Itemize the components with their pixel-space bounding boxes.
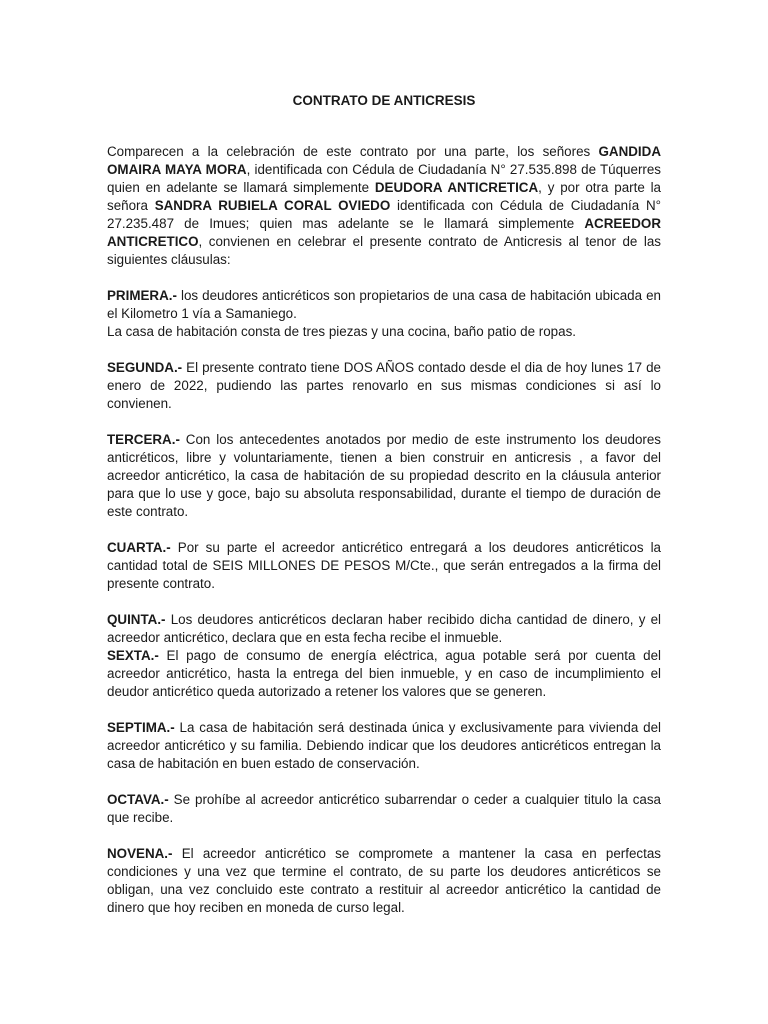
deudora-role: DEUDORA ANTICRETICA [374, 180, 539, 195]
clause-cuarta [107, 539, 661, 593]
clause-text: los deudores anticréticos son propietarios de una casa de habitación ubicada en el Kilometro 1 vía a Samaniego. [107, 288, 661, 321]
clause-text: Por su parte el acreedor anticrético entregará a los deudores anticréticos la cantidad total de SEIS MILLONES DE PESOS M/Cte., que serán entregados a la firma del presente contrato. [107, 540, 661, 591]
document-title: CONTRATO DE ANTICRESIS [292, 93, 476, 108]
intro-text-3: , y por otra parte la señora [107, 180, 662, 213]
clause-sexta [107, 647, 661, 701]
clause-text: Los deudores anticréticos declaran haber recibido dicha cantidad de dinero, y el acreedor anticrético, declara que en esta fecha recibe el inmueble. [107, 612, 661, 645]
clause-label: SEGUNDA.- [107, 360, 183, 375]
intro-paragraph [107, 143, 661, 269]
document-body [107, 143, 661, 917]
clause-primera [107, 287, 661, 323]
clause-octava [107, 791, 661, 827]
acreedor-name: SANDRA RUBIELA CORAL OVIEDO [154, 198, 391, 213]
intro-text-1: Comparecen a la celebración de este contrato por una parte, los señores [107, 144, 599, 159]
clause-text: Con los antecedentes anotados por medio de este instrumento los deudores anticréticos, libre y voluntariamente, tienen a bien construir en anticresis , a favor del acreedor anticrético, la casa de habitación de su propiedad descrito en la cláusula anterior para que lo use y goce, bajo su absoluta responsabilidad, durante el tiempo de duración de este contrato. [107, 432, 661, 519]
clause-text: El pago de consumo de energía eléctrica, agua potable será por cuenta del acreedor anticrético, hasta la entrega del bien inmueble, y en caso de incumplimiento el deudor anticrético queda autorizado a retener los valores que se generen. [107, 648, 661, 699]
clause-label: OCTAVA.- [107, 792, 169, 807]
clause-label: SEPTIMA.- [107, 720, 175, 735]
clause-label: PRIMERA.- [107, 288, 177, 303]
clause-novena [107, 845, 661, 917]
acreedor-role: ACREEDOR ANTICRETICO [107, 216, 661, 249]
clause-text: La casa de habitación será destinada única y exclusivamente para vivienda del acreedor anticrético y su familia. Debiendo indicar que los deudores anticréticos entregan la casa de habitación en buen estado de conservación. [107, 720, 661, 771]
clause-label: TERCERA.- [107, 432, 180, 447]
intro-text-4: identificada con Cédula de Ciudadanía N° 27.235.487 de Imues; quien mas adelante se le llamará simplemente [107, 198, 661, 231]
clause-text: Se prohíbe al acreedor anticrético subarrendar o ceder a cualquier titulo la casa que recibe. [107, 792, 661, 825]
clause-text: El acreedor anticrético se compromete a mantener la casa en perfectas condiciones y una vez que termine el contrato, de su parte los deudores anticréticos se obligan, una vez concluido este contrato a restituir al acreedor anticrético la cantidad de dinero que hoy reciben en moneda de curso legal. [107, 846, 661, 915]
clause-septima [107, 719, 661, 773]
intro-text-2: , identificada con Cédula de Ciudadanía N° 27.535.898 de Túquerres quien en adelante se llamará simplemente [107, 162, 662, 195]
clause-label: NOVENA.- [107, 846, 173, 861]
clause-label: SEXTA.- [107, 648, 159, 663]
clause-segunda [107, 359, 661, 413]
clause-text: El presente contrato tiene DOS AÑOS contado desde el dia de hoy lunes 17 de enero de 2022, pudiendo las partes renovarlo en sus mismas condiciones si así lo convienen. [107, 360, 661, 411]
clause-label: CUARTA.- [107, 540, 171, 555]
clause-label: QUINTA.- [107, 612, 166, 627]
clause-primera-continued [107, 323, 661, 341]
clause-tercera [107, 431, 661, 521]
clause-text: La casa de habitación consta de tres piezas y una cocina, baño patio de ropas. [107, 324, 576, 339]
intro-text-5: , convienen en celebrar el presente contrato de Anticresis al tenor de las siguientes cláusulas: [107, 234, 661, 267]
clause-quinta [107, 611, 661, 647]
deudora-name: GANDIDA OMAIRA MAYA MORA [107, 144, 661, 177]
